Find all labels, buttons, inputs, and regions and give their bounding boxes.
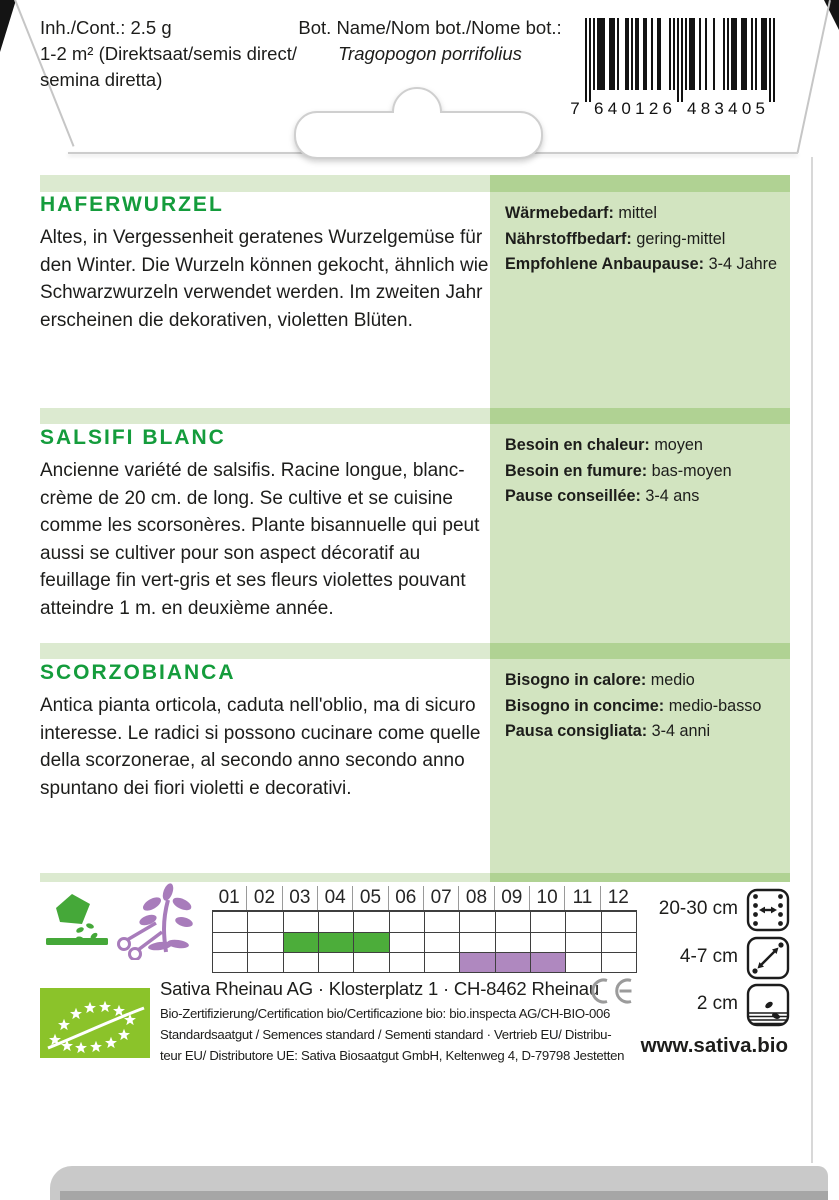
- growing-info-block: [505, 668, 785, 745]
- growing-info-row: [505, 484, 785, 510]
- info-value: medio-basso: [668, 696, 762, 715]
- eu-star: [84, 1002, 96, 1013]
- calendar-cell: [496, 932, 531, 952]
- manufacturer-address: Sativa Rheinau AG · Klosterplatz 1 · CH-8462 Rheinau: [160, 978, 599, 999]
- eu-star: [70, 1008, 82, 1019]
- seed-standard-line: Standardsaatgut / Semences standard / Sementi standard · Vertrieb EU/ Distribu-: [160, 1027, 612, 1042]
- info-value: 3-4 Jahre: [708, 255, 777, 273]
- ce-mark-icon: [588, 976, 636, 1006]
- calendar-cell: [460, 912, 495, 932]
- calendar-cell: [354, 932, 389, 952]
- calendar-cell: [566, 952, 601, 972]
- info-label: Bisogno in calore:: [505, 671, 647, 689]
- calendar-cell: [566, 932, 601, 952]
- calendar-cell: [496, 912, 531, 932]
- info-value: bas-moyen: [651, 461, 732, 480]
- barcode-digits-left: 640126: [594, 99, 672, 116]
- botanical-name: Tragopogon porrifolius: [338, 43, 522, 64]
- barcode-digit-prefix: 7: [570, 99, 580, 116]
- info-label: Wärmebedarf:: [505, 204, 614, 222]
- info-value: moyen: [654, 436, 703, 454]
- info-label: Besoin en fumure:: [505, 461, 648, 480]
- botanical-name-label: Bot. Name/Nom bot./Nome bot.:: [298, 17, 562, 38]
- growing-info-row: [505, 668, 785, 694]
- plant-spacing-label: 4-7 cm: [679, 946, 738, 967]
- content-weight-block: [40, 15, 297, 93]
- growing-info-row: [505, 227, 785, 253]
- calendar-cell: [248, 912, 283, 932]
- section-body: Ancienne variété de salsifis. Racine longue, blanc-crème de 20 cm. de long. Se cultive et se cuisine comme les scorsonères. Plante bisannuelle qui peut aussi se cultiver pour son aspect décoratif au feuillage fin vert-gris et ses fleurs violettes pouvant atteindre 1 m. en deuxième année.: [40, 460, 480, 619]
- month-header-cell: 08: [459, 886, 494, 910]
- calendar-cell: [390, 932, 425, 952]
- bio-certification-line: Bio-Zertifizierung/Certification bio/Certificazione bio: bio.inspecta AG/CH-BIO-006: [160, 1006, 611, 1021]
- section-body: Antica pianta orticola, caduta nell'oblio, ma di sicuro interesse. Le radici si possono cucinare come quelle della scorzonerae, al secondo anno secondo anno spuntano dei fiori violetti e decorativi.: [40, 695, 481, 799]
- calendar-cell: [354, 912, 389, 932]
- sowing-depth-label: 2 cm: [696, 993, 738, 1014]
- calendar-cell: [213, 932, 248, 952]
- flap-right-edge: [797, 0, 831, 153]
- section-heading: SCORZOBIANCA: [40, 661, 236, 684]
- info-label: Besoin en chaleur:: [505, 436, 650, 454]
- calendar-cell: [390, 912, 425, 932]
- growing-info-block: [505, 201, 785, 278]
- content-line: semina diretta): [40, 69, 163, 90]
- month-header-cell: 11: [565, 886, 600, 910]
- calendar-cell: [284, 932, 319, 952]
- calendar-cell: [213, 912, 248, 932]
- growing-info-block: [505, 433, 785, 510]
- month-header-cell: 06: [389, 886, 424, 910]
- info-box-divider-strip: [490, 175, 790, 192]
- packet-right-edge: [811, 157, 813, 1163]
- sowing-icon: [44, 892, 112, 946]
- content-line: 1-2 m² (Direktsaat/semis direct/: [40, 43, 297, 64]
- growing-info-box: [490, 175, 790, 882]
- eu-star: [105, 1037, 117, 1048]
- info-box-divider-strip: [490, 643, 790, 659]
- calendar-cell: [390, 952, 425, 972]
- harvest-icon: [112, 882, 204, 960]
- growing-info-row: [505, 694, 785, 720]
- calendar-cell: [248, 932, 283, 952]
- growing-info-row: [505, 459, 785, 485]
- calendar-month-header: [212, 886, 637, 910]
- calendar-cell: [566, 912, 601, 932]
- packet-bottom-edge: [60, 1191, 828, 1200]
- info-value: mittel: [618, 204, 658, 222]
- calendar-cell: [425, 912, 460, 932]
- month-header-cell: 02: [247, 886, 282, 910]
- info-value: medio: [650, 671, 695, 689]
- calendar-cell: [319, 952, 354, 972]
- info-value: 3-4 ans: [645, 487, 700, 505]
- eu-star: [99, 1001, 111, 1012]
- calendar-cell: [425, 952, 460, 972]
- month-header-cell: 09: [495, 886, 530, 910]
- calendar-cell: [354, 952, 389, 972]
- calendar-cell: [460, 952, 495, 972]
- section-body: Altes, in Vergessenheit geratenes Wurzelgemüse für den Winter. Die Wurzeln können gekocht, ähnlich wie Schwarzwurzeln verwendet werden. Im zweiten Jahr erscheinen die dekorativen, violetten Blüten.: [40, 227, 489, 331]
- plant-spacing-icon: [746, 936, 790, 980]
- info-label: Nährstoffbedarf:: [505, 229, 632, 248]
- month-header-cell: 04: [318, 886, 353, 910]
- growing-info-row: [505, 252, 785, 278]
- month-header-cell: 07: [424, 886, 459, 910]
- section-heading: HAFERWURZEL: [40, 193, 224, 216]
- month-header-cell: 12: [607, 887, 629, 908]
- info-label: Empfohlene Anbaupause:: [505, 255, 705, 273]
- calendar-cell: [284, 952, 319, 972]
- calendar-cell: [460, 932, 495, 952]
- barcode-digits-right: 483405: [687, 99, 765, 116]
- barcode: [565, 12, 785, 116]
- info-label: Pausa consigliata:: [505, 722, 648, 740]
- eu-star: [58, 1019, 70, 1030]
- hang-tab: [280, 80, 560, 172]
- section-divider-strip: [40, 408, 490, 424]
- info-value: gering-mittel: [636, 229, 726, 248]
- calendar-cell: [319, 912, 354, 932]
- sowing-calendar: [212, 886, 637, 973]
- botanical-name-block: [285, 15, 575, 67]
- sowing-depth-icon: [746, 983, 790, 1027]
- calendar-cell: [284, 912, 319, 932]
- info-value: 3-4 anni: [651, 722, 711, 740]
- row-spacing-icon: [746, 888, 790, 932]
- calendar-cell: [213, 952, 248, 972]
- content-line: Inh./Cont.: 2.5 g: [40, 17, 172, 38]
- growing-info-row: [505, 201, 785, 227]
- website-url: www.sativa.bio: [640, 1034, 788, 1057]
- eu-star: [118, 1029, 130, 1040]
- eu-star: [90, 1041, 102, 1052]
- month-header-cell: 01: [212, 886, 247, 910]
- calendar-cell: [248, 952, 283, 972]
- info-label: Pause conseillée:: [505, 487, 641, 505]
- photo-corner-left: [0, 0, 16, 52]
- section-heading: SALSIFI BLANC: [40, 426, 226, 449]
- month-header-cell: 05: [353, 886, 388, 910]
- calendar-grid: [212, 910, 637, 973]
- row-spacing-label: 20-30 cm: [658, 898, 738, 919]
- calendar-cell: [531, 912, 566, 932]
- calendar-cell: [425, 932, 460, 952]
- eu-distributor-line: teur EU/ Distributore UE: Sativa Biosaatgut GmbH, Keltenweg 4, D-79798 Jestetten: [160, 1048, 625, 1063]
- growing-info-row: [505, 433, 785, 459]
- calendar-cell: [496, 952, 531, 972]
- eu-star: [75, 1042, 87, 1053]
- section-divider-strip: [40, 873, 490, 882]
- section-divider-strip: [40, 643, 490, 659]
- eu-star: [113, 1005, 125, 1016]
- section-divider-strip: [40, 175, 490, 192]
- info-label: Bisogno in concime:: [505, 696, 665, 715]
- month-header-cell: 03: [283, 886, 318, 910]
- calendar-cell: [319, 932, 354, 952]
- info-box-divider-strip: [490, 408, 790, 424]
- eu-organic-logo: [40, 988, 150, 1058]
- info-box-divider-strip: [490, 873, 790, 882]
- growing-info-row: [505, 719, 785, 745]
- calendar-cell: [531, 952, 566, 972]
- calendar-cell: [531, 932, 566, 952]
- month-header-cell: 10: [530, 886, 565, 910]
